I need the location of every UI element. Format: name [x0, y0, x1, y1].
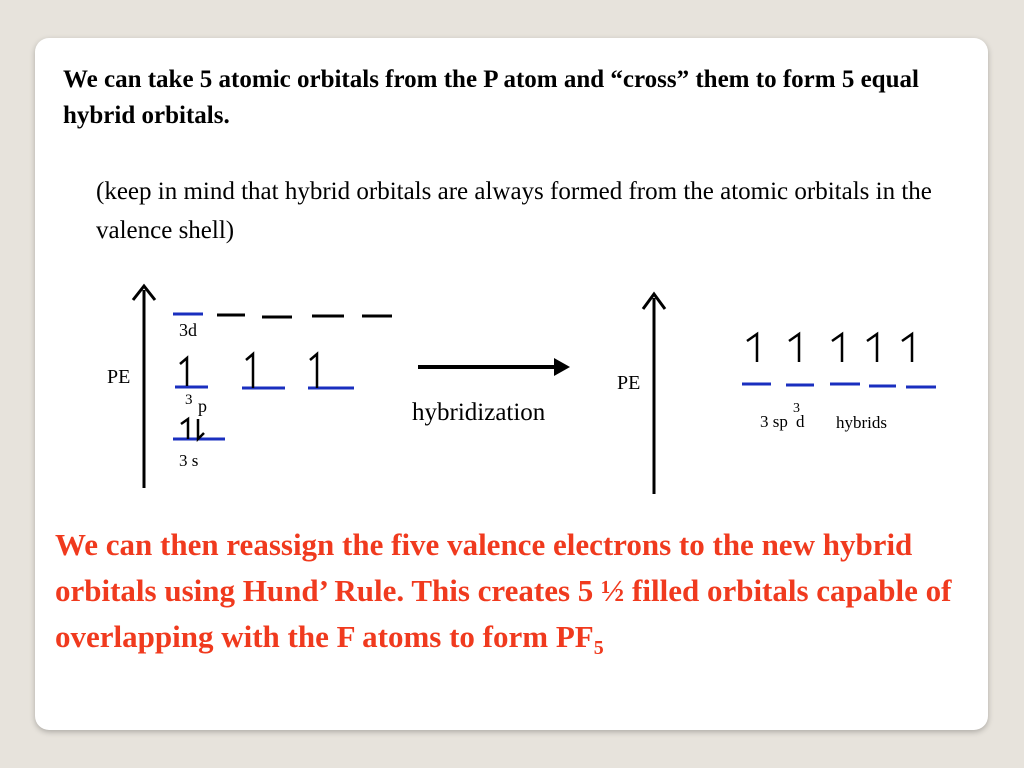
electron-3s-up	[181, 419, 188, 439]
label-hybrids: hybrids	[836, 413, 887, 432]
hybrid-electron-4	[867, 334, 877, 362]
label-sp3d-sup: 3	[793, 401, 800, 416]
conclusion-body: We can then reassign the five valence electrons to the new hybrid orbitals using Hund’ Rule. This creates 5 ½ filled orbitals capable of overlapping with the F atoms to form PF	[55, 527, 952, 654]
label-sp3d-base: 3 sp	[760, 412, 788, 431]
label-3p-num: 3	[185, 392, 193, 408]
hybrid-orbital-diagram	[617, 294, 936, 494]
hybridization-arrow	[412, 358, 570, 426]
hybrid-electron-1	[747, 334, 757, 362]
electron-3p-2	[246, 354, 253, 388]
valence-note: (keep in mind that hybrid orbitals are always formed from the atomic orbitals in the valence shell)	[96, 178, 932, 244]
electron-3p-1	[180, 358, 187, 386]
conclusion-text	[55, 522, 980, 671]
label-sp3d-d: d	[796, 412, 805, 431]
hybridization-label: hybridization	[412, 399, 546, 426]
hybrid-electron-5	[902, 334, 912, 362]
hybrid-electron-3	[832, 334, 842, 362]
hybrid-electron-2	[789, 334, 799, 362]
conclusion-subscript: 5	[593, 637, 604, 659]
electron-3s-down	[198, 419, 204, 439]
pe-label-left: PE	[107, 366, 131, 388]
arrow-head	[554, 358, 570, 376]
atomic-orbital-diagram	[107, 286, 392, 488]
label-3s: 3 s	[179, 451, 199, 470]
electron-3p-3	[310, 354, 317, 388]
label-3d: 3d	[179, 320, 197, 340]
pe-label-right: PE	[617, 372, 641, 394]
label-3p-letter: p	[198, 396, 207, 416]
heading-text: We can take 5 atomic orbitals from the P atom and “cross” them to form 5 equal hybrid orbitals.	[63, 66, 919, 129]
